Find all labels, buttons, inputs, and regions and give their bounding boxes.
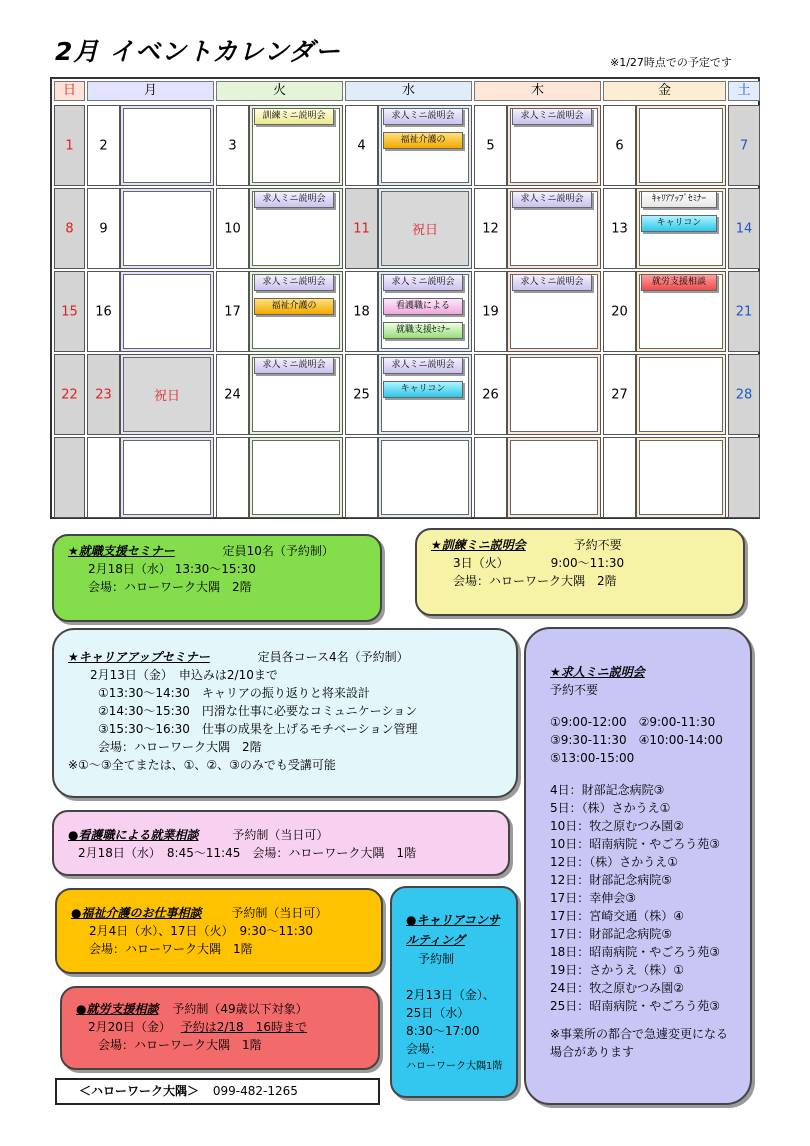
- day-number: 9: [99, 221, 108, 236]
- day-number-cell: [87, 188, 120, 269]
- weekday-header: 木: [474, 81, 601, 101]
- day-number: 19: [482, 304, 499, 319]
- weekday-header: 火: [216, 81, 343, 101]
- career-up-capacity: 定員各コース4名（予約制）: [257, 650, 409, 664]
- kyujin-schedule-item: 10日：昭南病院・やごろう苑③: [550, 837, 721, 851]
- kyujin-schedule-item: 17日：幸伸会③: [550, 891, 637, 905]
- day-number: 14: [735, 221, 753, 236]
- kyujin-schedule-item: 17日：宮崎交通（株）④: [550, 909, 685, 923]
- event-chip-career-up[interactable]: ｷｬﾘｱｱｯﾌﾟｾﾐﾅｰ: [641, 191, 717, 208]
- career-con-box: [390, 886, 518, 1098]
- day-number-cell: [474, 105, 507, 186]
- day-number-cell: [216, 437, 249, 518]
- kango-consultation-box: [52, 810, 510, 876]
- day-number-cell: [216, 188, 249, 269]
- weekday-header: 土: [728, 81, 760, 101]
- day-number: 13: [611, 221, 628, 236]
- day-number: 3: [228, 138, 237, 153]
- career-up-line: ③15:30～16:30 仕事の成果を上げるモチベーション管理: [98, 722, 418, 736]
- kyujin-slot: ⑤13:00-15:00: [550, 751, 635, 765]
- holiday-cell: 祝日: [381, 191, 469, 266]
- fukushi-title: ●福祉介護のお仕事相談: [71, 906, 202, 920]
- kyujin-schedule-item: 4日：財部記念病院③: [550, 783, 665, 797]
- career-con-line: 25日（水）: [406, 1006, 470, 1020]
- career-con-line: ハローワーク大隅1階: [406, 1061, 503, 1072]
- kyujin-schedule-item: 17日：財部記念病院⑤: [550, 927, 673, 941]
- day-number: 15: [61, 304, 78, 319]
- event-chip-kyujin[interactable]: 求人ミニ説明会: [512, 108, 592, 125]
- contact-footer: [55, 1078, 380, 1105]
- holiday-cell: 祝日: [123, 357, 211, 432]
- event-chip-kyujin[interactable]: 求人ミニ説明会: [254, 274, 334, 291]
- day-number: 20: [611, 304, 628, 319]
- day-number-cell: [87, 354, 120, 435]
- day-cell: [54, 271, 85, 352]
- kyujin-slot: ①9:00-12:00 ②9:00-11:30: [550, 715, 716, 729]
- day-cell: [728, 105, 760, 186]
- day-number-cell: [603, 437, 636, 518]
- event-area: [510, 357, 598, 432]
- career-up-line: 会場：ハローワーク大隅 2階: [98, 740, 262, 754]
- shuro-deadline: 予約は2/18 16時まで: [180, 1020, 307, 1034]
- day-number: 8: [65, 221, 74, 236]
- event-area: [123, 191, 211, 266]
- kyujin-schedule-item: 12日：（株）さかうえ①: [550, 855, 679, 869]
- kyujin-briefing-box: [524, 627, 752, 1105]
- day-number: 5: [486, 138, 495, 153]
- shuro-venue: 会場：ハローワーク大隅 1階: [98, 1038, 262, 1052]
- day-number: 6: [615, 138, 624, 153]
- fukushi-consultation-box: [55, 888, 383, 974]
- office-name: ＜ハローワーク大隅＞: [79, 1084, 200, 1098]
- event-chip-kyujin[interactable]: 求人ミニ説明会: [254, 357, 334, 374]
- career-con-line: 2月13日（金）、: [406, 988, 495, 1002]
- day-number: 22: [61, 387, 78, 402]
- shushoku-capacity: 定員10名（予約制）: [222, 544, 334, 558]
- shushoku-date: 2月18日（水） 13:30～15:30: [88, 562, 256, 576]
- day-number: 28: [735, 387, 753, 402]
- shushoku-venue: 会場：ハローワーク大隅 2階: [88, 580, 252, 594]
- office-phone: 099-482-1265: [212, 1084, 298, 1098]
- event-area: [639, 357, 723, 432]
- shuro-date: 2月20日（金）: [88, 1020, 171, 1034]
- event-chip-kyujin[interactable]: 求人ミニ説明会: [512, 191, 592, 208]
- day-number: 2: [99, 138, 108, 153]
- day-number-cell: [603, 105, 636, 186]
- day-cell: [728, 188, 760, 269]
- day-number: 25: [353, 387, 370, 402]
- kunren-reservation: 予約不要: [573, 538, 622, 552]
- kyujin-schedule-item: 25日：昭南病院・やごろう苑③: [550, 999, 721, 1013]
- day-cell: [728, 437, 760, 518]
- event-chip-kunren[interactable]: 訓練ミニ説明会: [254, 108, 334, 125]
- event-chip-career-con[interactable]: キャリコン: [383, 381, 463, 398]
- kango-reservation: 予約制（当日可）: [232, 828, 329, 842]
- event-chip-kyujin[interactable]: 求人ミニ説明会: [254, 191, 334, 208]
- shushoku-seminar-box: [52, 534, 382, 622]
- kyujin-schedule-item: 5日：（株）さかうえ①: [550, 801, 671, 815]
- page-title: 2月 イベントカレンダー: [55, 37, 341, 66]
- career-up-line: ②14:30～15:30 円滑な仕事に必要なコミュニケーション: [98, 704, 418, 718]
- as-of-note: ※1/27時点での予定です: [610, 56, 732, 69]
- kyujin-schedule-item: 24日：牧之原むつみ園②: [550, 981, 685, 995]
- event-chip-shuro[interactable]: 就労支援相談: [641, 274, 717, 291]
- event-area: [123, 440, 211, 515]
- kunren-date: 3日（火） 9:00～11:30: [453, 556, 625, 570]
- kyujin-title: ★求人ミニ説明会: [550, 665, 645, 679]
- kyujin-schedule-item: 12日：財部記念病院⑤: [550, 873, 673, 887]
- day-cell: [728, 354, 760, 435]
- career-con-reservation: 予約制: [418, 952, 455, 966]
- day-number: 23: [95, 387, 112, 402]
- kunren-briefing-box: [415, 528, 745, 616]
- career-up-line: ①13:30～14:30 キャリアの振り返りと将来設計: [98, 686, 370, 700]
- fukushi-reservation: 予約制（当日可）: [231, 906, 328, 920]
- day-number-cell: [216, 105, 249, 186]
- career-up-note: ※①～③全てまたは、①、②、③のみでも受講可能: [68, 758, 336, 772]
- day-number: 17: [224, 304, 241, 319]
- day-number: 24: [224, 387, 241, 402]
- day-number-cell: [603, 354, 636, 435]
- kyujin-schedule-list: [550, 781, 738, 1015]
- event-calendar: [50, 77, 760, 519]
- day-number-cell: [474, 188, 507, 269]
- kyujin-schedule-item: 19日：さかうえ（株）①: [550, 963, 685, 977]
- career-con-line: 会場：: [406, 1042, 443, 1056]
- shuro-consultation-box: [60, 986, 380, 1070]
- kango-line: 2月18日（水） 8:45～11:45 会場：ハローワーク大隅 1階: [78, 846, 417, 860]
- weekday-header: 水: [345, 81, 472, 101]
- kyujin-slot: ③9:30-11:30 ④10:00-14:00: [550, 733, 723, 747]
- day-number: 4: [357, 138, 366, 153]
- event-chip-shushoku[interactable]: 就職支援ｾﾐﾅｰ: [383, 322, 463, 339]
- day-number: 27: [611, 387, 628, 402]
- career-up-title: ★キャリアアップセミナー: [68, 650, 210, 664]
- event-area: [510, 440, 598, 515]
- day-number: 21: [735, 304, 753, 319]
- career-up-line: 2月13日（金） 申込みは2/10まで: [90, 668, 278, 682]
- event-chip-fukushi[interactable]: 福祉介護の: [254, 298, 334, 315]
- day-number-cell: [474, 354, 507, 435]
- day-number-cell: [345, 354, 378, 435]
- day-number-cell: [603, 271, 636, 352]
- event-area: [123, 108, 211, 183]
- day-number: 11: [353, 221, 370, 236]
- event-area: [639, 108, 723, 183]
- event-area: [123, 274, 211, 349]
- kyujin-note: ※事業所の都合で急遽変更になる場合があります: [550, 1027, 729, 1059]
- day-number-cell: [603, 188, 636, 269]
- shushoku-title: ★就職支援セミナー: [68, 544, 175, 558]
- day-number: 7: [739, 138, 749, 153]
- shuro-title: ●就労支援相談: [76, 1002, 159, 1016]
- day-number: 18: [353, 304, 370, 319]
- shuro-reservation: 予約制（49歳以下対象）: [172, 1002, 308, 1016]
- day-number-cell: [87, 437, 120, 518]
- day-number: 12: [482, 221, 499, 236]
- career-up-seminar-box: [52, 628, 518, 798]
- day-number-cell: [345, 437, 378, 518]
- day-number-cell: [87, 271, 120, 352]
- kyujin-schedule-item: 18日：昭南病院・やごろう苑③: [550, 945, 721, 959]
- kunren-title: ★訓練ミニ説明会: [431, 538, 526, 552]
- kango-title: ●看護職による就業相談: [68, 828, 199, 842]
- event-area: [252, 440, 340, 515]
- day-cell: [54, 105, 85, 186]
- kyujin-reservation: 予約不要: [550, 683, 599, 697]
- event-chip-kango[interactable]: 看護職による: [383, 298, 463, 315]
- kunren-venue: 会場：ハローワーク大隅 2階: [453, 574, 617, 588]
- event-chip-career-con[interactable]: キャリコン: [641, 215, 717, 232]
- day-number: 10: [224, 221, 241, 236]
- kyujin-schedule-item: 10日：牧之原むつみ園②: [550, 819, 685, 833]
- career-con-line: 8:30～17:00: [406, 1024, 480, 1038]
- fukushi-venue: 会場：ハローワーク大隅 1階: [89, 942, 253, 956]
- day-number-cell: [345, 271, 378, 352]
- event-chip-kyujin[interactable]: 求人ミニ説明会: [383, 357, 463, 374]
- day-number-cell: [345, 105, 378, 186]
- day-number-cell: [474, 437, 507, 518]
- day-cell: [728, 271, 760, 352]
- day-number: 1: [65, 138, 74, 153]
- event-chip-kyujin[interactable]: 求人ミニ説明会: [383, 274, 463, 291]
- day-cell: [54, 188, 85, 269]
- event-area: [381, 440, 469, 515]
- weekday-header: 金: [603, 81, 726, 101]
- weekday-header: 日: [54, 81, 85, 101]
- event-chip-kyujin[interactable]: 求人ミニ説明会: [512, 274, 592, 291]
- weekday-header: 月: [87, 81, 214, 101]
- fukushi-date: 2月4日（水）、17日（火） 9:30～11:30: [89, 924, 314, 938]
- day-number-cell: [216, 271, 249, 352]
- day-cell: [54, 437, 85, 518]
- event-chip-fukushi[interactable]: 福祉介護の: [383, 132, 463, 149]
- day-number-cell: [216, 354, 249, 435]
- career-con-title: ●キャリアコンサルティング: [406, 913, 500, 947]
- day-number-cell: [345, 188, 378, 269]
- event-chip-kyujin[interactable]: 求人ミニ説明会: [383, 108, 463, 125]
- day-number-cell: [87, 105, 120, 186]
- day-number-cell: [474, 271, 507, 352]
- event-area: [639, 440, 723, 515]
- day-cell: [54, 354, 85, 435]
- day-number: 26: [482, 387, 499, 402]
- day-number: 16: [95, 304, 112, 319]
